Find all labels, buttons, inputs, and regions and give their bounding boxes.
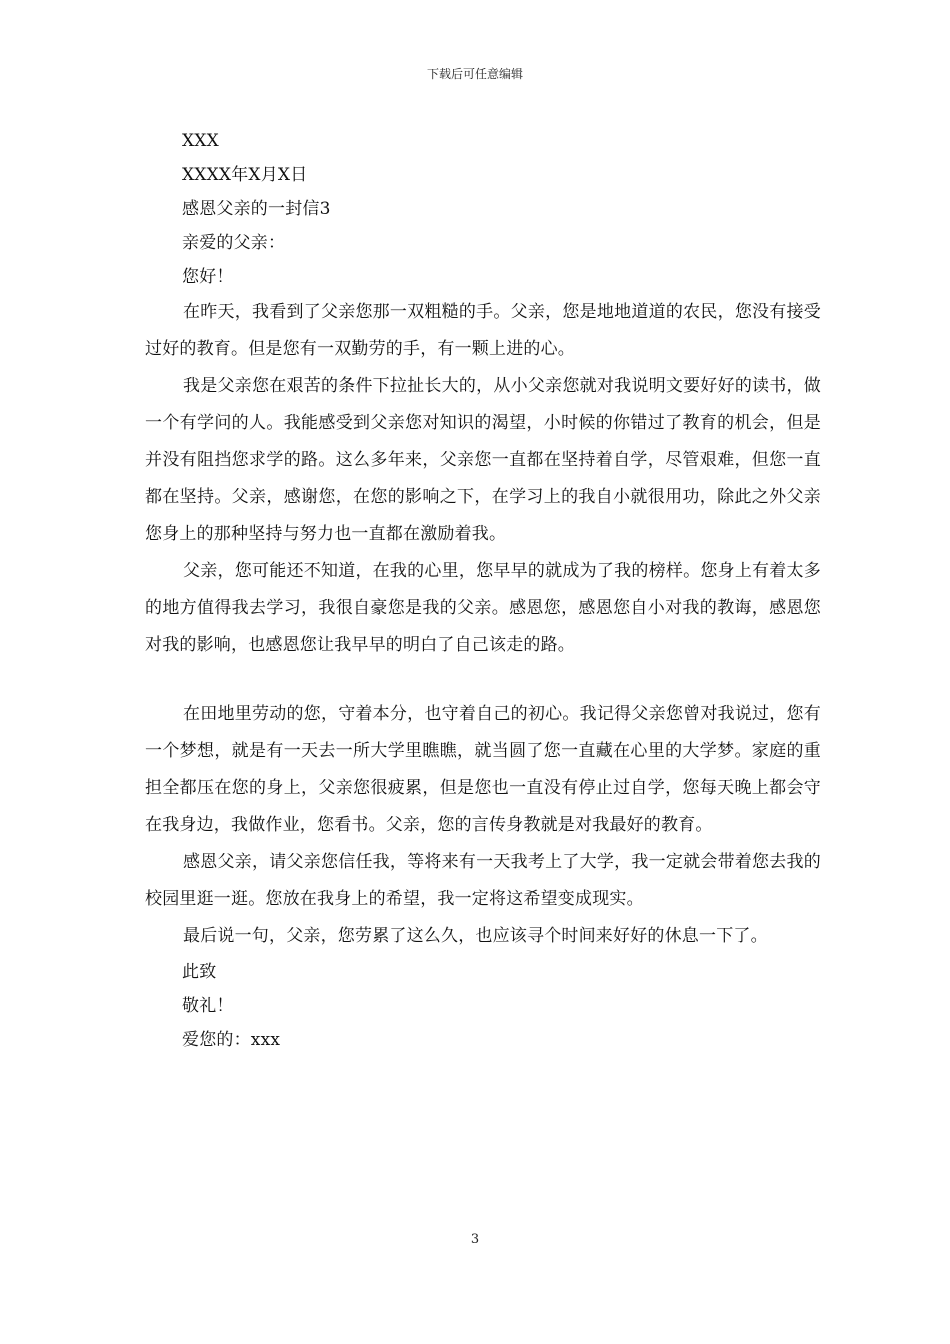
sender-name: XXX bbox=[182, 131, 219, 151]
paragraph-1: 在昨天，我看到了父亲您那一双粗糙的手。父亲，您是地地道道的农民，您没有接受过好的教育。但是您有一双勤劳的手，有一颗上进的心。 bbox=[145, 302, 821, 359]
header-note: 下载后可任意编辑 bbox=[426, 67, 523, 81]
greeting: 您好！ bbox=[182, 267, 234, 287]
closing-line-1: 此致 bbox=[182, 962, 217, 982]
salutation: 亲爱的父亲： bbox=[182, 233, 286, 253]
page-number: 3 bbox=[470, 1232, 480, 1247]
paragraph-6: 最后说一句，父亲，您劳累了这么久，也应该寻个时间来好好的休息一下了。 bbox=[183, 926, 768, 946]
paragraph-4: 在田地里劳动的您，守着本分，也守着自己的初心。我记得父亲您曾对我说过，您有一个梦想，就是有一天去一所大学里瞧瞧，就当圆了您一直藏在心里的大学梦。家庭的重担全都压在您的身上，父亲您很疲累，但是您也一直没有停止过自学，您每天晚上都会守在我身边，我做作业，您看书。父亲，您的言传身教就是对我最好的教育。 bbox=[145, 704, 821, 835]
letter-title: 感恩父亲的一封信3 bbox=[182, 199, 331, 219]
letter-body bbox=[145, 124, 821, 1057]
signature: 爱您的：xxx bbox=[182, 1030, 281, 1050]
paragraph-gap bbox=[145, 664, 821, 696]
paragraph-5: 感恩父亲，请父亲您信任我，等将来有一天我考上了大学，我一定就会带着您去我的校园里逛一逛。您放在我身上的希望，我一定将这希望变成现实。 bbox=[145, 852, 821, 909]
letter-date: XXXX年X月X日 bbox=[182, 165, 308, 185]
paragraph-2: 我是父亲您在艰苦的条件下拉扯长大的，从小父亲您就对我说明文要好好的读书，做一个有学问的人。我能感受到父亲您对知识的渴望，小时候的你错过了教育的机会，但是并没有阻挡您求学的路。这么多年来，父亲您一直都在坚持着自学，尽管艰难，但您一直都在坚持。父亲，感谢您，在您的影响之下，在学习上的我自小就很用功，除此之外父亲您身上的那种坚持与努力也一直都在激励着我。 bbox=[145, 376, 821, 544]
paragraph-3: 父亲，您可能还不知道，在我的心里，您早早的就成为了我的榜样。您身上有着太多的地方值得我去学习，我很自豪您是我的父亲。感恩您，感恩您自小对我的教诲，感恩您对我的影响，也感恩您让我早早的明白了自己该走的路。 bbox=[145, 561, 821, 655]
closing-line-2: 敬礼！ bbox=[182, 996, 234, 1016]
